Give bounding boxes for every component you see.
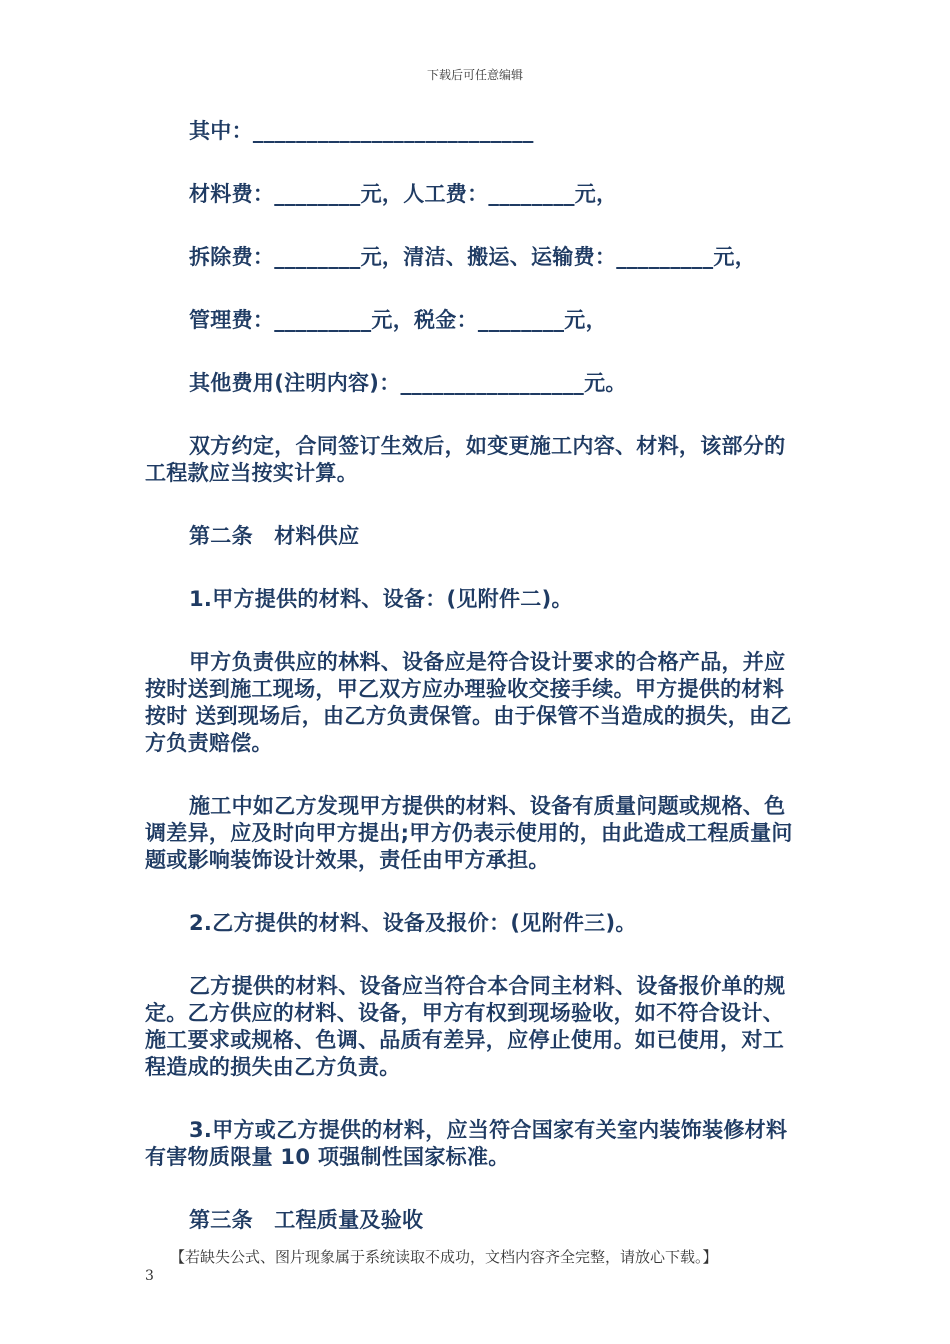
paragraph-material-labor-fee: 材料费：________元，人工费：________元，: [189, 182, 618, 206]
paragraph-item-3: 3.甲方或乙方提供的材料，应当符合国家有关室内装饰装修材料有害物质限量 10 项强制性国家标准。: [145, 1118, 788, 1169]
paragraph-agreement: 双方约定，合同签订生效后，如变更施工内容、材料，该部分的工程款应当按实计算。: [145, 434, 786, 485]
footer-note: 【若缺失公式、图片现象属于系统读取不成功，文档内容齐全完整，请放心下载。】: [170, 1248, 718, 1266]
section-heading-article-2: 第二条 材料供应: [189, 524, 360, 548]
paragraph-other-fee: 其他费用(注明内容)：_________________元。: [189, 371, 627, 395]
paragraph-party-b-supply: 乙方提供的材料、设备应当符合本合同主材料、设备报价单的规定。乙方供应的材料、设备，甲方有权到现场验收，如不符合设计、施工要求或规格、色调、品质有差异，应停止使用。如已使用，对工程造成的损失由乙方负责。: [145, 974, 786, 1079]
paragraph-management-fee: 管理费：_________元，税金：________元，: [189, 308, 607, 332]
paragraph-demolition-fee: 拆除费：________元，清洁、搬运、运输费：_________元，: [189, 245, 756, 269]
section-heading-article-3: 第三条 工程质量及验收: [189, 1208, 424, 1232]
page-header: 下载后可任意编辑: [426, 68, 523, 82]
page-number: 3: [145, 1268, 154, 1284]
paragraph-item-2: 2.乙方提供的材料、设备及报价：(见附件三)。: [189, 911, 637, 935]
paragraph-item-1: 1.甲方提供的材料、设备：(见附件二)。: [189, 587, 573, 611]
document-body: [145, 118, 800, 1270]
paragraph-party-a-supply: 甲方负责供应的林料、设备应是符合设计要求的合格产品，并应按时送到施工现场，甲乙双方应办理验收交接手续。甲方提供的材料按时 送到现场后，由乙方负责保管。由于保管不当造成的损失，由乙方负责赔偿。: [145, 650, 792, 755]
paragraph-quality-issue: 施工中如乙方发现甲方提供的材料、设备有质量问题或规格、色调差异，应及时向甲方提出;甲方仍表示使用的，由此造成工程质量问题或影响装饰设计效果，责任由甲方承担。: [145, 794, 793, 872]
paragraph-breakdown-intro: 其中：__________________________: [189, 119, 534, 143]
